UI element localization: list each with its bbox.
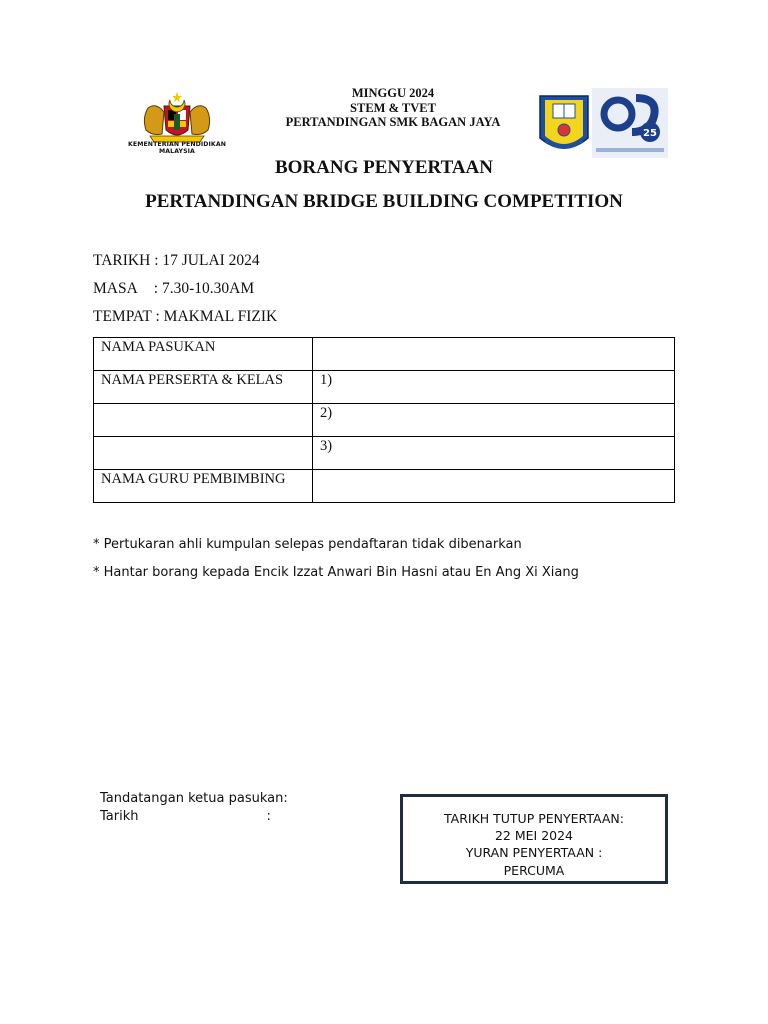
signature-label: Tandatangan ketua pasukan: — [100, 791, 288, 806]
closing-date-value: 22 MEI 2024 — [494, 828, 574, 844]
crest-crescent-icon — [169, 92, 185, 112]
table-row — [94, 371, 675, 404]
signature-block — [100, 790, 288, 826]
event-venue-label: TEMPAT — [93, 308, 152, 325]
closing-date-label: TARIKH TUTUP PENYERTAAN: — [443, 811, 624, 826]
team-name-field[interactable] — [313, 338, 675, 371]
event-header — [270, 86, 516, 130]
note-submit-form: * Hantar borang kepada Encik Izzat Anwari Bin Hasni atau En Ang Xi Xiang — [93, 565, 579, 580]
advisor-teacher-field[interactable] — [313, 470, 675, 503]
signature-date-label: Tarikh — [100, 809, 139, 824]
note-member-change: * Pertukaran ahli kumpulan selepas pendaftaran tidak dibenarkan — [93, 537, 522, 552]
participant-label: NAMA PERSERTA & KELAS — [94, 371, 313, 404]
school-logo — [537, 94, 591, 158]
event-date: TARIKH : 17 JULAI 2024 — [93, 252, 260, 269]
entry-form-table — [93, 337, 675, 503]
event-date-label: TARIKH — [93, 252, 151, 269]
competition-title: PERTANDINGAN BRIDGE BUILDING COMPETITION — [145, 191, 623, 212]
signature-date-row — [100, 808, 288, 826]
fee-label: YURAN PENYERTAAN : — [465, 845, 603, 861]
partner-logo-number: 25 — [643, 128, 657, 139]
participant-field-1[interactable]: 1) — [313, 371, 675, 404]
header-line-program: STEM & TVET — [350, 100, 436, 115]
table-row — [94, 404, 675, 437]
advisor-teacher-label: NAMA GURU PEMBIMBING — [94, 470, 313, 503]
participant-label-empty — [94, 437, 313, 470]
partner-logo — [592, 88, 668, 158]
event-date-value: 17 JULAI 2024 — [162, 252, 260, 269]
event-venue-value: MAKMAL FIZIK — [163, 308, 278, 325]
participant-label-empty — [94, 404, 313, 437]
header-line-competition: PERTANDINGAN SMK BAGAN JAYA — [285, 115, 501, 129]
table-row — [94, 470, 675, 503]
team-name-label: NAMA PASUKAN — [94, 338, 313, 371]
event-time-label: MASA — [93, 280, 138, 297]
form-title: BORANG PENYERTAAN — [274, 157, 494, 178]
closing-info-box — [400, 794, 668, 884]
table-row — [94, 437, 675, 470]
school-emblem-icon — [558, 124, 570, 136]
table-row — [94, 338, 675, 371]
signature-date-colon: : — [266, 809, 271, 824]
participant-field-3[interactable]: 3) — [313, 437, 675, 470]
header-line-week: MINGGU 2024 — [351, 86, 435, 100]
event-venue: TEMPAT : MAKMAL FIZIK — [93, 308, 278, 325]
event-time: MASA : 7.30-10.30AM — [93, 280, 255, 297]
participant-field-2[interactable]: 2) — [313, 404, 675, 437]
ministry-label: KEMENTERIAN PENDIDIKAN MALAYSIA — [128, 141, 226, 155]
fee-value: PERCUMA — [503, 862, 565, 878]
event-time-value: 7.30-10.30AM — [161, 280, 255, 297]
